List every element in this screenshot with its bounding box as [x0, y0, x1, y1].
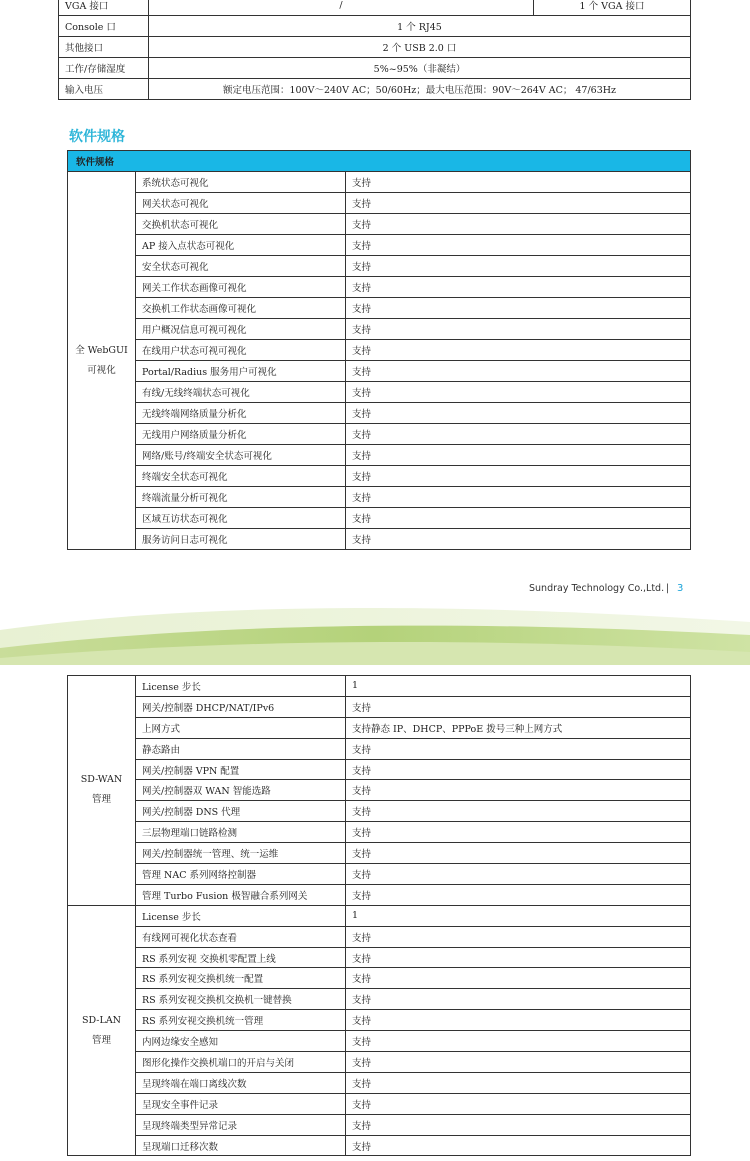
feature-cell: 交换机工作状态画像可视化: [136, 298, 346, 319]
table-row: [68, 1093, 691, 1114]
table-row: [68, 487, 691, 508]
table-row: [68, 256, 691, 277]
table-row: [68, 361, 691, 382]
table-row: [68, 780, 691, 801]
support-cell: 支持: [346, 884, 691, 905]
table-row: [68, 1135, 691, 1156]
table-header-row: [68, 151, 691, 172]
table-row: [68, 717, 691, 738]
feature-cell: 网络/账号/终端安全状态可视化: [136, 445, 346, 466]
support-cell: 支持: [346, 214, 691, 235]
management-spec-table: [67, 675, 691, 1156]
support-cell: 支持: [346, 947, 691, 968]
support-cell: 支持: [346, 340, 691, 361]
support-cell: 支持: [346, 926, 691, 947]
feature-cell: 安全状态可视化: [136, 256, 346, 277]
table-row: [68, 696, 691, 717]
group-label-line: 可视化: [87, 364, 116, 376]
table-row: [59, 0, 691, 16]
spec-label: VGA 接口: [59, 0, 149, 16]
table-row: [68, 424, 691, 445]
feature-cell: 系统状态可视化: [136, 172, 346, 193]
table-row: [68, 968, 691, 989]
feature-cell: RS 系列安视 交换机零配置上线: [136, 947, 346, 968]
sdwan-section: [68, 676, 691, 906]
feature-cell: 终端安全状态可视化: [136, 466, 346, 487]
table-row: [59, 16, 691, 37]
feature-cell: 网关工作状态画像可视化: [136, 277, 346, 298]
support-cell: 支持: [346, 403, 691, 424]
footer-separator: |: [666, 583, 670, 594]
feature-cell: 管理 Turbo Fusion 极智融合系列网关: [136, 884, 346, 905]
feature-cell: 内网边缘安全感知: [136, 1031, 346, 1052]
support-cell: 支持: [346, 319, 691, 340]
table-row: [68, 801, 691, 822]
group-label-line: SD-WAN: [80, 774, 123, 786]
feature-cell: 区域互访状态可视化: [136, 508, 346, 529]
hardware-spec-table: [58, 0, 691, 100]
feature-cell: 服务访问日志可视化: [136, 529, 346, 550]
feature-cell: AP 接入点状态可视化: [136, 235, 346, 256]
spec-value: 1 个 RJ45: [149, 16, 691, 37]
spec-value: 2 个 USB 2.0 口: [149, 37, 691, 58]
feature-cell: 上网方式: [136, 717, 346, 738]
page-number: 3: [677, 583, 684, 594]
feature-cell: 网关/控制器统一管理、统一运维: [136, 843, 346, 864]
table-row: [68, 989, 691, 1010]
support-cell: 支持: [346, 235, 691, 256]
support-cell: 1: [346, 676, 691, 697]
group-label: [68, 905, 136, 1156]
feature-cell: 交换机状态可视化: [136, 214, 346, 235]
group-label-line: 全 WebGUI: [75, 344, 128, 356]
group-label: [68, 676, 136, 906]
support-cell: 支持: [346, 382, 691, 403]
feature-cell: 在线用户状态可视可视化: [136, 340, 346, 361]
table-row: [68, 1072, 691, 1093]
feature-cell: 呈现终端在端口离线次数: [136, 1072, 346, 1093]
table-row: [68, 843, 691, 864]
feature-cell: 用户概况信息可视可视化: [136, 319, 346, 340]
feature-cell: 图形化操作交换机端口的开启与关闭: [136, 1052, 346, 1073]
support-cell: 支持: [346, 738, 691, 759]
support-cell: 支持: [346, 864, 691, 885]
feature-cell: RS 系列安视交换机交换机一键替换: [136, 989, 346, 1010]
feature-cell: License 步长: [136, 676, 346, 697]
support-cell: 支持: [346, 529, 691, 550]
table-row: [68, 822, 691, 843]
software-spec-table: [67, 150, 691, 550]
group-label-line: SD-LAN: [82, 1014, 121, 1026]
support-cell: 支持: [346, 1072, 691, 1093]
group-label: [68, 172, 136, 550]
table-row: [68, 676, 691, 697]
table-header: 软件规格: [68, 151, 691, 172]
support-cell: 支持: [346, 445, 691, 466]
feature-cell: 无线用户网络质量分析化: [136, 424, 346, 445]
table-row: [68, 1031, 691, 1052]
decorative-wave: [0, 600, 750, 665]
support-cell: 支持: [346, 487, 691, 508]
feature-cell: 有线/无线终端状态可视化: [136, 382, 346, 403]
table-row: [68, 864, 691, 885]
support-cell: 支持静态 IP、DHCP、PPPoE 拨号三种上网方式: [346, 717, 691, 738]
table-row: [68, 884, 691, 905]
support-cell: 支持: [346, 193, 691, 214]
table-row: [68, 319, 691, 340]
support-cell: 支持: [346, 1010, 691, 1031]
feature-cell: 有线网可视化状态查看: [136, 926, 346, 947]
spec-label: Console 口: [59, 16, 149, 37]
footer-company: Sundray Technology Co.,Ltd.: [529, 583, 665, 594]
support-cell: 支持: [346, 843, 691, 864]
support-cell: 支持: [346, 508, 691, 529]
feature-cell: 网关/控制器 VPN 配置: [136, 759, 346, 780]
support-cell: 支持: [346, 1135, 691, 1156]
support-cell: 支持: [346, 298, 691, 319]
feature-cell: 呈现端口迁移次数: [136, 1135, 346, 1156]
table-row: [68, 340, 691, 361]
support-cell: 支持: [346, 361, 691, 382]
table-body: [68, 172, 691, 550]
table-row: [68, 214, 691, 235]
feature-cell: License 步长: [136, 905, 346, 926]
feature-cell: RS 系列安视交换机统一管理: [136, 1010, 346, 1031]
spec-label: 输入电压: [59, 79, 149, 100]
table-row: [59, 37, 691, 58]
spec-value: 5%~95%（非凝结）: [149, 58, 691, 79]
table-row: [68, 1052, 691, 1073]
table-row: [59, 58, 691, 79]
support-cell: 支持: [346, 1093, 691, 1114]
spec-label: 工作/存储湿度: [59, 58, 149, 79]
table-row: [68, 172, 691, 193]
support-cell: 支持: [346, 172, 691, 193]
support-cell: 支持: [346, 989, 691, 1010]
support-cell: 支持: [346, 1031, 691, 1052]
feature-cell: 无线终端网络质量分析化: [136, 403, 346, 424]
table-row: [68, 277, 691, 298]
feature-cell: RS 系列安视交换机统一配置: [136, 968, 346, 989]
support-cell: 支持: [346, 1114, 691, 1135]
support-cell: 支持: [346, 1052, 691, 1073]
table-row: [68, 445, 691, 466]
table-row: [68, 235, 691, 256]
table-row: [68, 298, 691, 319]
sdlan-section: [68, 905, 691, 1156]
feature-cell: 网关状态可视化: [136, 193, 346, 214]
support-cell: 支持: [346, 780, 691, 801]
support-cell: 支持: [346, 256, 691, 277]
support-cell: 1: [346, 905, 691, 926]
support-cell: 支持: [346, 696, 691, 717]
table-row: [68, 905, 691, 926]
spec-value: 额定电压范围：100V～240V AC；50/60Hz；最大电压范围：90V～264V AC； 47/63Hz: [149, 79, 691, 100]
feature-cell: 终端流量分析可视化: [136, 487, 346, 508]
table-row: [68, 193, 691, 214]
group-label-line: 管理: [91, 794, 111, 806]
feature-cell: 网关/控制器 DNS 代理: [136, 801, 346, 822]
feature-cell: 呈现终端类型异常记录: [136, 1114, 346, 1135]
feature-cell: 网关/控制器双 WAN 智能选路: [136, 780, 346, 801]
table-row: [68, 508, 691, 529]
support-cell: 支持: [346, 759, 691, 780]
spec-value: 1 个 VGA 接口: [534, 0, 691, 16]
support-cell: 支持: [346, 822, 691, 843]
table-row: [68, 1114, 691, 1135]
feature-cell: 网关/控制器 DHCP/NAT/IPv6: [136, 696, 346, 717]
table-row: [68, 738, 691, 759]
table-row: [68, 1010, 691, 1031]
table-row: [68, 926, 691, 947]
support-cell: 支持: [346, 466, 691, 487]
support-cell: 支持: [346, 277, 691, 298]
feature-cell: 静态路由: [136, 738, 346, 759]
support-cell: 支持: [346, 801, 691, 822]
section-title: 软件规格: [69, 129, 125, 145]
spec-label: 其他接口: [59, 37, 149, 58]
feature-cell: Portal/Radius 服务用户可视化: [136, 361, 346, 382]
table-row: [68, 759, 691, 780]
spec-value: /: [149, 0, 534, 16]
feature-cell: 管理 NAC 系列网络控制器: [136, 864, 346, 885]
feature-cell: 三层物理端口链路检测: [136, 822, 346, 843]
table-row: [68, 403, 691, 424]
table-row: [68, 466, 691, 487]
table-row: [68, 529, 691, 550]
support-cell: 支持: [346, 968, 691, 989]
group-label-line: 管理: [91, 1034, 111, 1046]
table-row: [68, 382, 691, 403]
table-row: [59, 79, 691, 100]
feature-cell: 呈现安全事件记录: [136, 1093, 346, 1114]
table-row: [68, 947, 691, 968]
support-cell: 支持: [346, 424, 691, 445]
